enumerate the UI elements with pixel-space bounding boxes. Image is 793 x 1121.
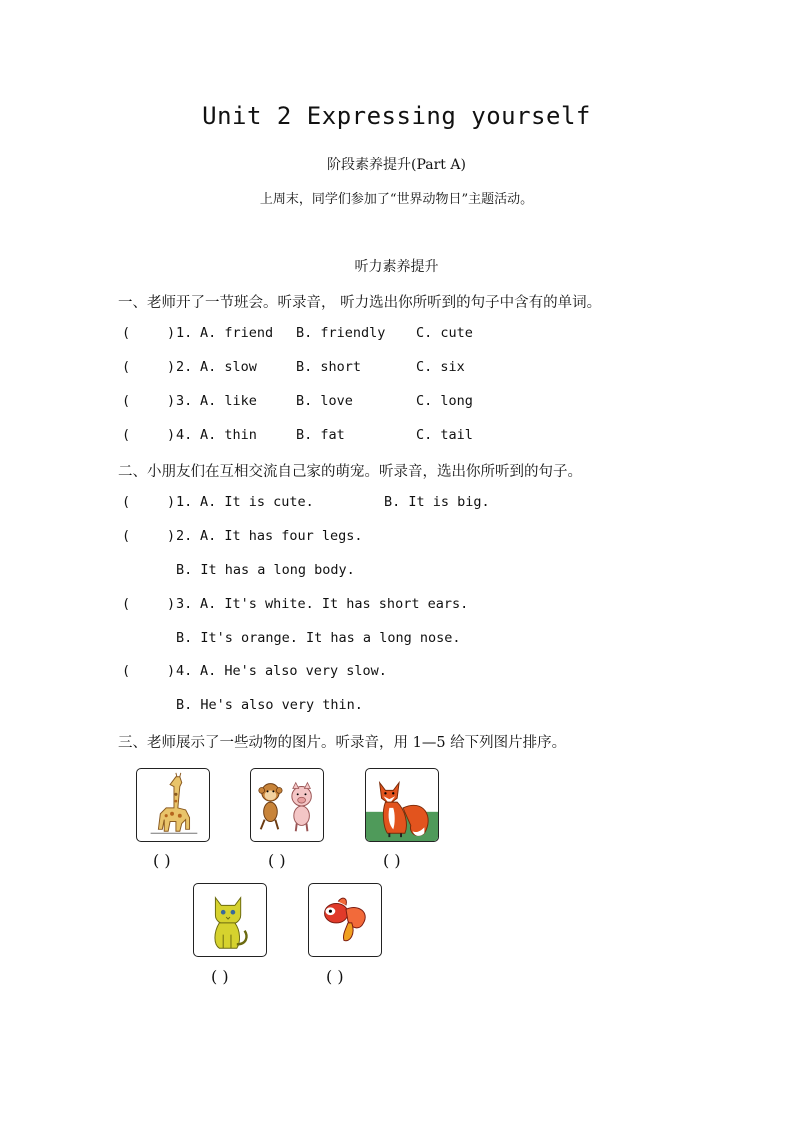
goldfish-icon (309, 884, 381, 956)
answer-paren-open[interactable]: ( (122, 359, 131, 375)
answer-paren-open[interactable]: ( (122, 325, 131, 341)
option-c: C. long (416, 393, 473, 409)
order-blank-4[interactable]: ( ) (211, 967, 229, 986)
picture-giraffe (136, 768, 210, 842)
option-b: B. love (296, 393, 353, 409)
picture-fox (365, 768, 439, 842)
question-number: 3. (176, 393, 193, 409)
part2-heading: 二、小朋友们在互相交流自己家的萌宠。听录音，选出你所听到的句子。 (118, 464, 582, 480)
page-subtitle: 阶段素养提升(Part A) (327, 157, 466, 173)
answer-paren-open[interactable]: ( (122, 393, 131, 409)
answer-paren-close: ) (167, 494, 176, 510)
option-a: A. It is cute. (200, 494, 314, 510)
option-b: B. It's orange. It has a long nose. (176, 630, 461, 646)
option-b: B. He's also very thin. (176, 697, 363, 713)
order-blank-5[interactable]: ( ) (326, 967, 344, 986)
cat-icon (194, 884, 266, 956)
option-c: C. six (416, 359, 465, 375)
answer-paren-close: ) (167, 359, 176, 375)
answer-paren-open[interactable]: ( (122, 427, 131, 443)
option-a: A. It has four legs. (200, 528, 363, 544)
order-blank-1[interactable]: ( ) (153, 851, 171, 870)
option-c: C. tail (416, 427, 473, 443)
giraffe-icon (137, 769, 209, 841)
answer-paren-open[interactable]: ( (122, 596, 131, 612)
part1-heading: 一、老师开了一节班会。听录音， 听力选出你所听到的句子中含有的单词。 (118, 295, 602, 311)
option-a: A. like (200, 393, 257, 409)
option-a: A. He's also very slow. (200, 663, 387, 679)
option-b: B. short (296, 359, 362, 375)
section-title: 听力素养提升 (354, 259, 439, 275)
answer-paren-close: ) (167, 596, 176, 612)
answer-paren-open[interactable]: ( (122, 528, 131, 544)
question-number: 2. (176, 528, 193, 544)
fox-icon (366, 769, 438, 841)
part3-heading: 三、老师展示了一些动物的图片。听录音，用 1—5 给下列图片排序。 (118, 735, 567, 751)
answer-paren-close: ) (167, 393, 176, 409)
option-a: A. friend (200, 325, 274, 341)
option-b: B. It has a long body. (176, 562, 355, 578)
answer-paren-close: ) (167, 528, 176, 544)
question-number: 3. (176, 596, 193, 612)
intro-text: 上周末，同学们参加了“世界动物日”主题活动。 (259, 192, 534, 207)
option-a: A. slow (200, 359, 257, 375)
answer-paren-open[interactable]: ( (122, 494, 131, 510)
option-a: A. thin (200, 427, 257, 443)
picture-cat (193, 883, 267, 957)
monkey-and-pig-icon (251, 769, 323, 841)
question-number: 4. (176, 663, 193, 679)
option-a: A. It's white. It has short ears. (200, 596, 469, 612)
picture-goldfish (308, 883, 382, 957)
question-number: 1. (176, 494, 193, 510)
answer-paren-close: ) (167, 325, 176, 341)
answer-paren-close: ) (167, 663, 176, 679)
option-b: B. fat (296, 427, 345, 443)
page-title: Unit 2 Expressing yourself (202, 102, 591, 130)
answer-paren-close: ) (167, 427, 176, 443)
answer-paren-open[interactable]: ( (122, 663, 131, 679)
question-number: 1. (176, 325, 193, 341)
picture-monkey-and-pig (250, 768, 324, 842)
option-b: B. It is big. (384, 494, 490, 510)
order-blank-2[interactable]: ( ) (268, 851, 286, 870)
question-number: 4. (176, 427, 193, 443)
question-number: 2. (176, 359, 193, 375)
order-blank-3[interactable]: ( ) (383, 851, 401, 870)
option-b: B. friendly (296, 325, 386, 341)
option-c: C. cute (416, 325, 473, 341)
